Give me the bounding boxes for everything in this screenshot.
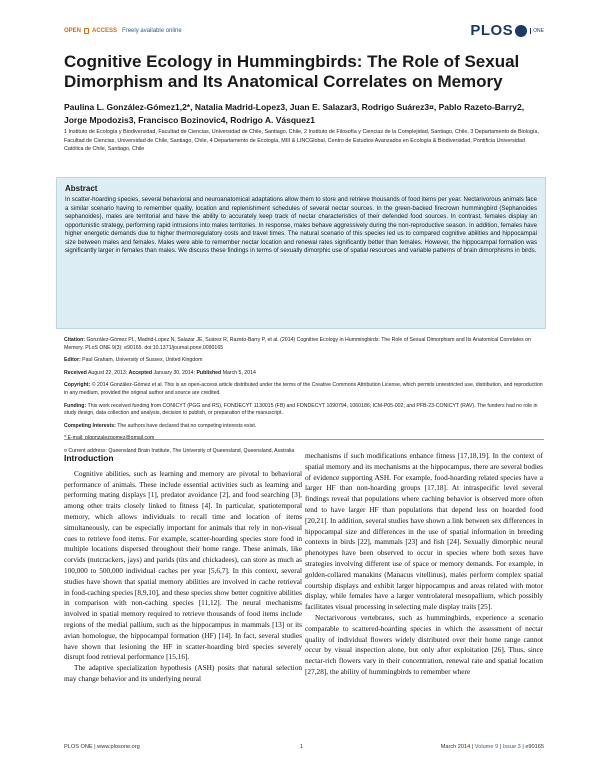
globe-icon xyxy=(515,25,527,37)
funding-text: This work received funding from CONICYT (PGG and RS), FONDECYT 1130015 (FB) and FONDECYT 1090794, 1060186; ICM-P05-002; and PFB-23-CONICYT (RAV). The funders had no role in study design, data collection and analysis, decision to publish, or preparation of the manuscript. xyxy=(64,402,538,417)
issue-volume: Volume 9 xyxy=(474,744,499,750)
article-title: Cognitive Ecology in Hummingbirds: The Role of Sexual Dimorphism and Its Anatomical Correlates on Memory xyxy=(64,52,520,91)
published-label: Published xyxy=(196,369,222,376)
body-column-right xyxy=(305,451,543,678)
body-paragraph: mechanisms if such modifications enhance fitness [17,18,19]. In the context of spatial memory and its mechanisms at the hippocampus, there are several bodies of evidence supporting ASH. For example, food-hoarding related species have a larger HF than non-hoarding groups [17,18]. At intraspecific level several findings reveal that populations where caching behavior is observed more often tend to have larger HF than populations that depend less on hoarded food [20,21]. In addition, several studies have shown a link between sex differences in hippocampal size and differences in the use of spatial information in breeding contexts in birds [22], mammals [23] and fish [24]. Sexually dimorphic neural phenotypes have been observed to occur in species where both sexes have strategies involving different use of space or memory demands. For example, in golden-collared manakins (Manacus vitellinus), males perform complex spatial courtship displays and exhibit larger hippocampus and areas related with motor display, while females have a larger ventrolateral mesopallium, which possibly facilitates visual processing in selecting male display traits [25]. xyxy=(305,451,543,612)
copyright-text: © 2014 González-Gómez et al. This is an open-access article distributed under the terms of the Creative Commons Attribution License, which permits unrestricted use, distribution, and reproduction in any medium, provided the original author and source are credited. xyxy=(64,382,543,396)
abstract-box xyxy=(56,177,546,329)
dates xyxy=(64,370,544,378)
article-id: | e90165 xyxy=(522,744,544,750)
received-date: August 22, 2013; xyxy=(87,369,128,376)
accepted-date: January 30, 2014; xyxy=(153,369,195,376)
published-date: March 5, 2014 xyxy=(222,369,256,376)
introduction-heading: Introduction xyxy=(64,453,114,463)
freely-available-label: Freely available online xyxy=(122,28,182,34)
footer-issue xyxy=(441,744,544,750)
competing-text: The authors have declared that no competing interests exist. xyxy=(117,422,257,429)
issue-number: Issue 3 xyxy=(502,744,521,750)
citation-label: Citation: xyxy=(64,337,86,343)
competing-label: Competing Interests: xyxy=(64,422,116,429)
copyright xyxy=(64,382,544,397)
abstract-heading: Abstract xyxy=(65,184,98,193)
footer-journal[interactable]: PLOS ONE | www.plosone.org xyxy=(64,744,140,750)
header-bar xyxy=(64,22,544,42)
plos-wordmark: PLOS xyxy=(470,22,514,39)
issue-date: March 2014 | xyxy=(440,744,474,750)
citation xyxy=(64,337,544,352)
current-address: ¤ Current address: Queensland Brain Institute, The University of Queensland, Queensland, Australia xyxy=(64,447,295,454)
citation-text: González-Gómez PL, Madrid-Lopez N, Salazar JE, Suárez R, Razeto-Barry P, et al. (2014) Cognitive Ecology in Hummingbirds: The Role of Sexual Dimorphism and Its Anatomical Correlates on Memory. PLoS ONE 9(3): e90165. doi:10.1371/journal.pone.0090165 xyxy=(64,337,531,351)
email[interactable]: * E-mail: plgonzalezgomez@gmail.com xyxy=(64,435,155,442)
one-label: ONE xyxy=(530,28,544,34)
accepted-label: Accepted xyxy=(128,369,152,376)
editor-text: Paul Graham, University of Sussex, United Kingdom xyxy=(82,357,203,364)
page-number: 1 xyxy=(300,744,304,750)
open-label: OPEN xyxy=(64,28,82,34)
competing-interests xyxy=(64,423,544,431)
issue-separator: | xyxy=(499,744,502,750)
affiliations: 1 Instituto de Ecología y Biodiversidad, Facultad de Ciencias, Universidad de Chile, Santiago, Chile, 2 Instituto de Filosofía y Ciencias de la Complejidad, Santiago, Chile, 3 Departamento de Biología, Facultad de Ciencias, Universidad de Chile, Santiago, Chile, 4 Departamento de Ecología, MIII & LINCGlobal, Centro de Estudios Avanzados en Ecología & Biodiversidad, Pontificia Universidad Católica de Chile, Santiago, Chile xyxy=(64,129,539,153)
author-list: Paulina L. González-Gómez1,2*, Natalia Madrid-Lopez3, Juan E. Salazar3, Rodrigo Suárez3¤, Pablo Razeto-Barry2, Jorge Mpodozis3, Francisco Bozinovic4, Rodrigo A. Vásquez1 xyxy=(64,102,525,125)
body-column-left xyxy=(64,453,302,685)
body-paragraph: Nectarivorous vertebrates, such as hummingbirds, experience a scenario comparable to scattered-hoarding species in which the assessment of nectar quality of individual flowers widely distributed over their home range cannot occur by visual inspection alone, but only after exploitation [26]. Thus, since nectar-rich flowers vary in their concentration, renewal rate and spatial location [27,28], the ability of hummingbirds to remember where xyxy=(305,612,543,676)
open-lock-icon xyxy=(84,28,89,34)
open-access-badge xyxy=(64,28,182,34)
abstract-text: In scatter-hoarding species, several behavioral and neuroanatomical adaptations allow them to store and retrieve thousands of food items per year. Nectarivorous animals face a similar scenario having to remember quality, location and replenishment schedules of several nectar sources. In the green-backed firecrown hummingbird (Sephanoides sephanoides), males are territorial and have the ability to accurately keep track of nectar characteristics of their defended food sources. In contrast, females display an opportunistic strategy, performing rapid intrusions into males territories. In response, males behave aggressively during the non-reproductive season. In addition, females have higher energetic demands due to higher thermoregulatory costs and travel times. The natural scenario of this species led us to compared cognitive abilities and hippocampal size between males and females. Males were able to remember nectar location and renewal rates significantly better than females. However, the hippocampal formation was significantly larger in females than males. We discuss these findings in terms of sexually dimorphic use of spatial resources and variable patterns of brain dimorphisms in birds. xyxy=(65,196,537,255)
funding-label: Funding: xyxy=(64,402,87,409)
access-label: ACCESS xyxy=(92,28,118,34)
body-paragraph: The adaptive specialization hypothesis (ASH) posits that natural selection may change behavior and its underlying neural xyxy=(64,663,302,683)
copyright-label: Copyright: xyxy=(64,382,91,389)
received-label: Received xyxy=(64,369,87,376)
page-footer xyxy=(64,744,544,754)
article-metadata xyxy=(64,337,544,461)
body-paragraph: Cognitive abilities, such as learning and memory are pivotal to behavioral performance of animals. These include essential activities such as learning and performing mating displays [1], predator avoidance [2], and food searching [3], among other traits closely linked to fitness [4]. In particular, spatiotemporal memory, which allows individuals to recall time and location of items simultaneously, can be especially important for animals that rely in non-visual cues to retrieve food items. For example, scatter-hoarding species store food in multiple locations dispersed throughout their home range. These animals, like corvids (nutcrackers, jays) and parids (tits and chickadees), can store as much as 100,000 to 500,000 individual caches per year [5,6,7]. In this context, several studies have shown that spatial memory abilities are involved in cache retrieval in food-caching species [8,9,10], and these species show better cognitive abilities in comparison with non-caching species [11,12]. The neural mechanisms involved in spatial memory required to retrieve thousands of food items include regions of the medial pallium, such as the hippocampus in mammals [13] or its avian homologue, the hippocampal formation (HF) [14]. In fact, several studies have shown that lesioning the HF in scatter-hoarding bird species severely disrupt food retrieval performance [15,16]. xyxy=(64,468,302,662)
editor-label: Editor: xyxy=(64,357,81,364)
section-divider xyxy=(64,439,544,440)
funding xyxy=(64,403,544,418)
editor xyxy=(64,357,544,365)
plos-one-logo[interactable] xyxy=(470,22,544,39)
